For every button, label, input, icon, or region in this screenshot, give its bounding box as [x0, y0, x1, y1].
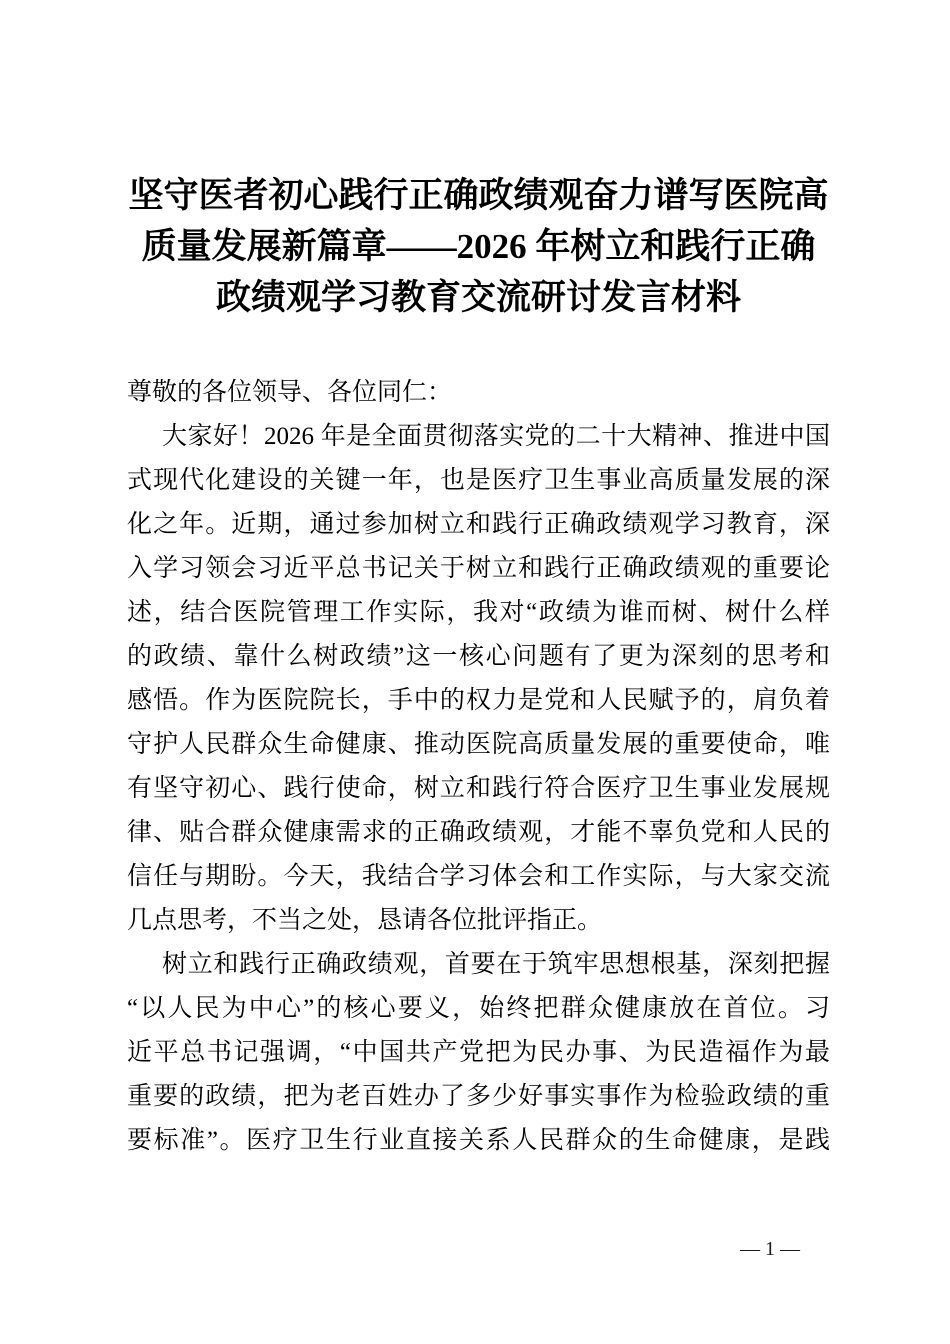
body-line: 化之年。近期，通过参加树立和践行正确政绩观学习教育，深 [127, 511, 830, 538]
document-title [127, 170, 830, 323]
body-line: 守护人民群众生命健康、推动医院高质量发展的重要使命，唯 [127, 731, 830, 758]
body-line: 重要的政绩，把为老百姓办了多少好事实事作为检验政绩的重 [127, 1083, 830, 1110]
page-number: — 1 — [740, 1238, 800, 1260]
body-line: 入学习领会习近平总书记关于树立和践行正确政绩观的重要论 [127, 555, 830, 582]
body-line: 式现代化建设的关键一年，也是医疗卫生事业高质量发展的深 [127, 467, 830, 494]
document-title-line-1: 坚守医者初心践行正确政绩观奋力谱写医院高 [128, 176, 829, 215]
body-line: 近平总书记强调，“中国共产党把为民办事、为民造福作为最 [127, 1039, 830, 1066]
body-line: 有坚守初心、践行使命，树立和践行符合医疗卫生事业发展规 [127, 775, 830, 802]
document-title-line-2: 质量发展新篇章——2026 年树立和践行正确 [141, 227, 816, 266]
document-title-line-3: 政绩观学习教育交流研讨发言材料 [215, 278, 741, 317]
body-line: 大家好！2026 年是全面贯彻落实党的二十大精神、推进中国 [162, 423, 830, 450]
body-line: 述，结合医院管理工作实际，我对“政绩为谁而树、树什么样 [127, 599, 830, 626]
body-line: 律、贴合群众健康需求的正确政绩观，才能不辜负党和人民的 [127, 819, 830, 846]
body-line: 要标准”。医疗卫生行业直接关系人民群众的生命健康，是践 [127, 1127, 830, 1154]
body-line: 几点思考，不当之处，恳请各位批评指正。 [127, 907, 603, 934]
body-line: 树立和践行正确政绩观，首要在于筑牢思想根基，深刻把握 [162, 951, 830, 978]
body-line: 信任与期盼。今天，我结合学习体会和工作实际，与大家交流 [127, 863, 830, 890]
salutation-line: 尊敬的各位领导、各位同仁： [127, 379, 453, 406]
body-line: 感悟。作为医院院长，手中的权力是党和人民赋予的，肩负着 [127, 687, 830, 714]
document-body [127, 371, 830, 1163]
body-line: “以人民为中心”的核心要义，始终把群众健康放在首位。习 [127, 995, 830, 1022]
body-line: 的政绩、靠什么树政绩”这一核心问题有了更为深刻的思考和 [127, 643, 830, 670]
